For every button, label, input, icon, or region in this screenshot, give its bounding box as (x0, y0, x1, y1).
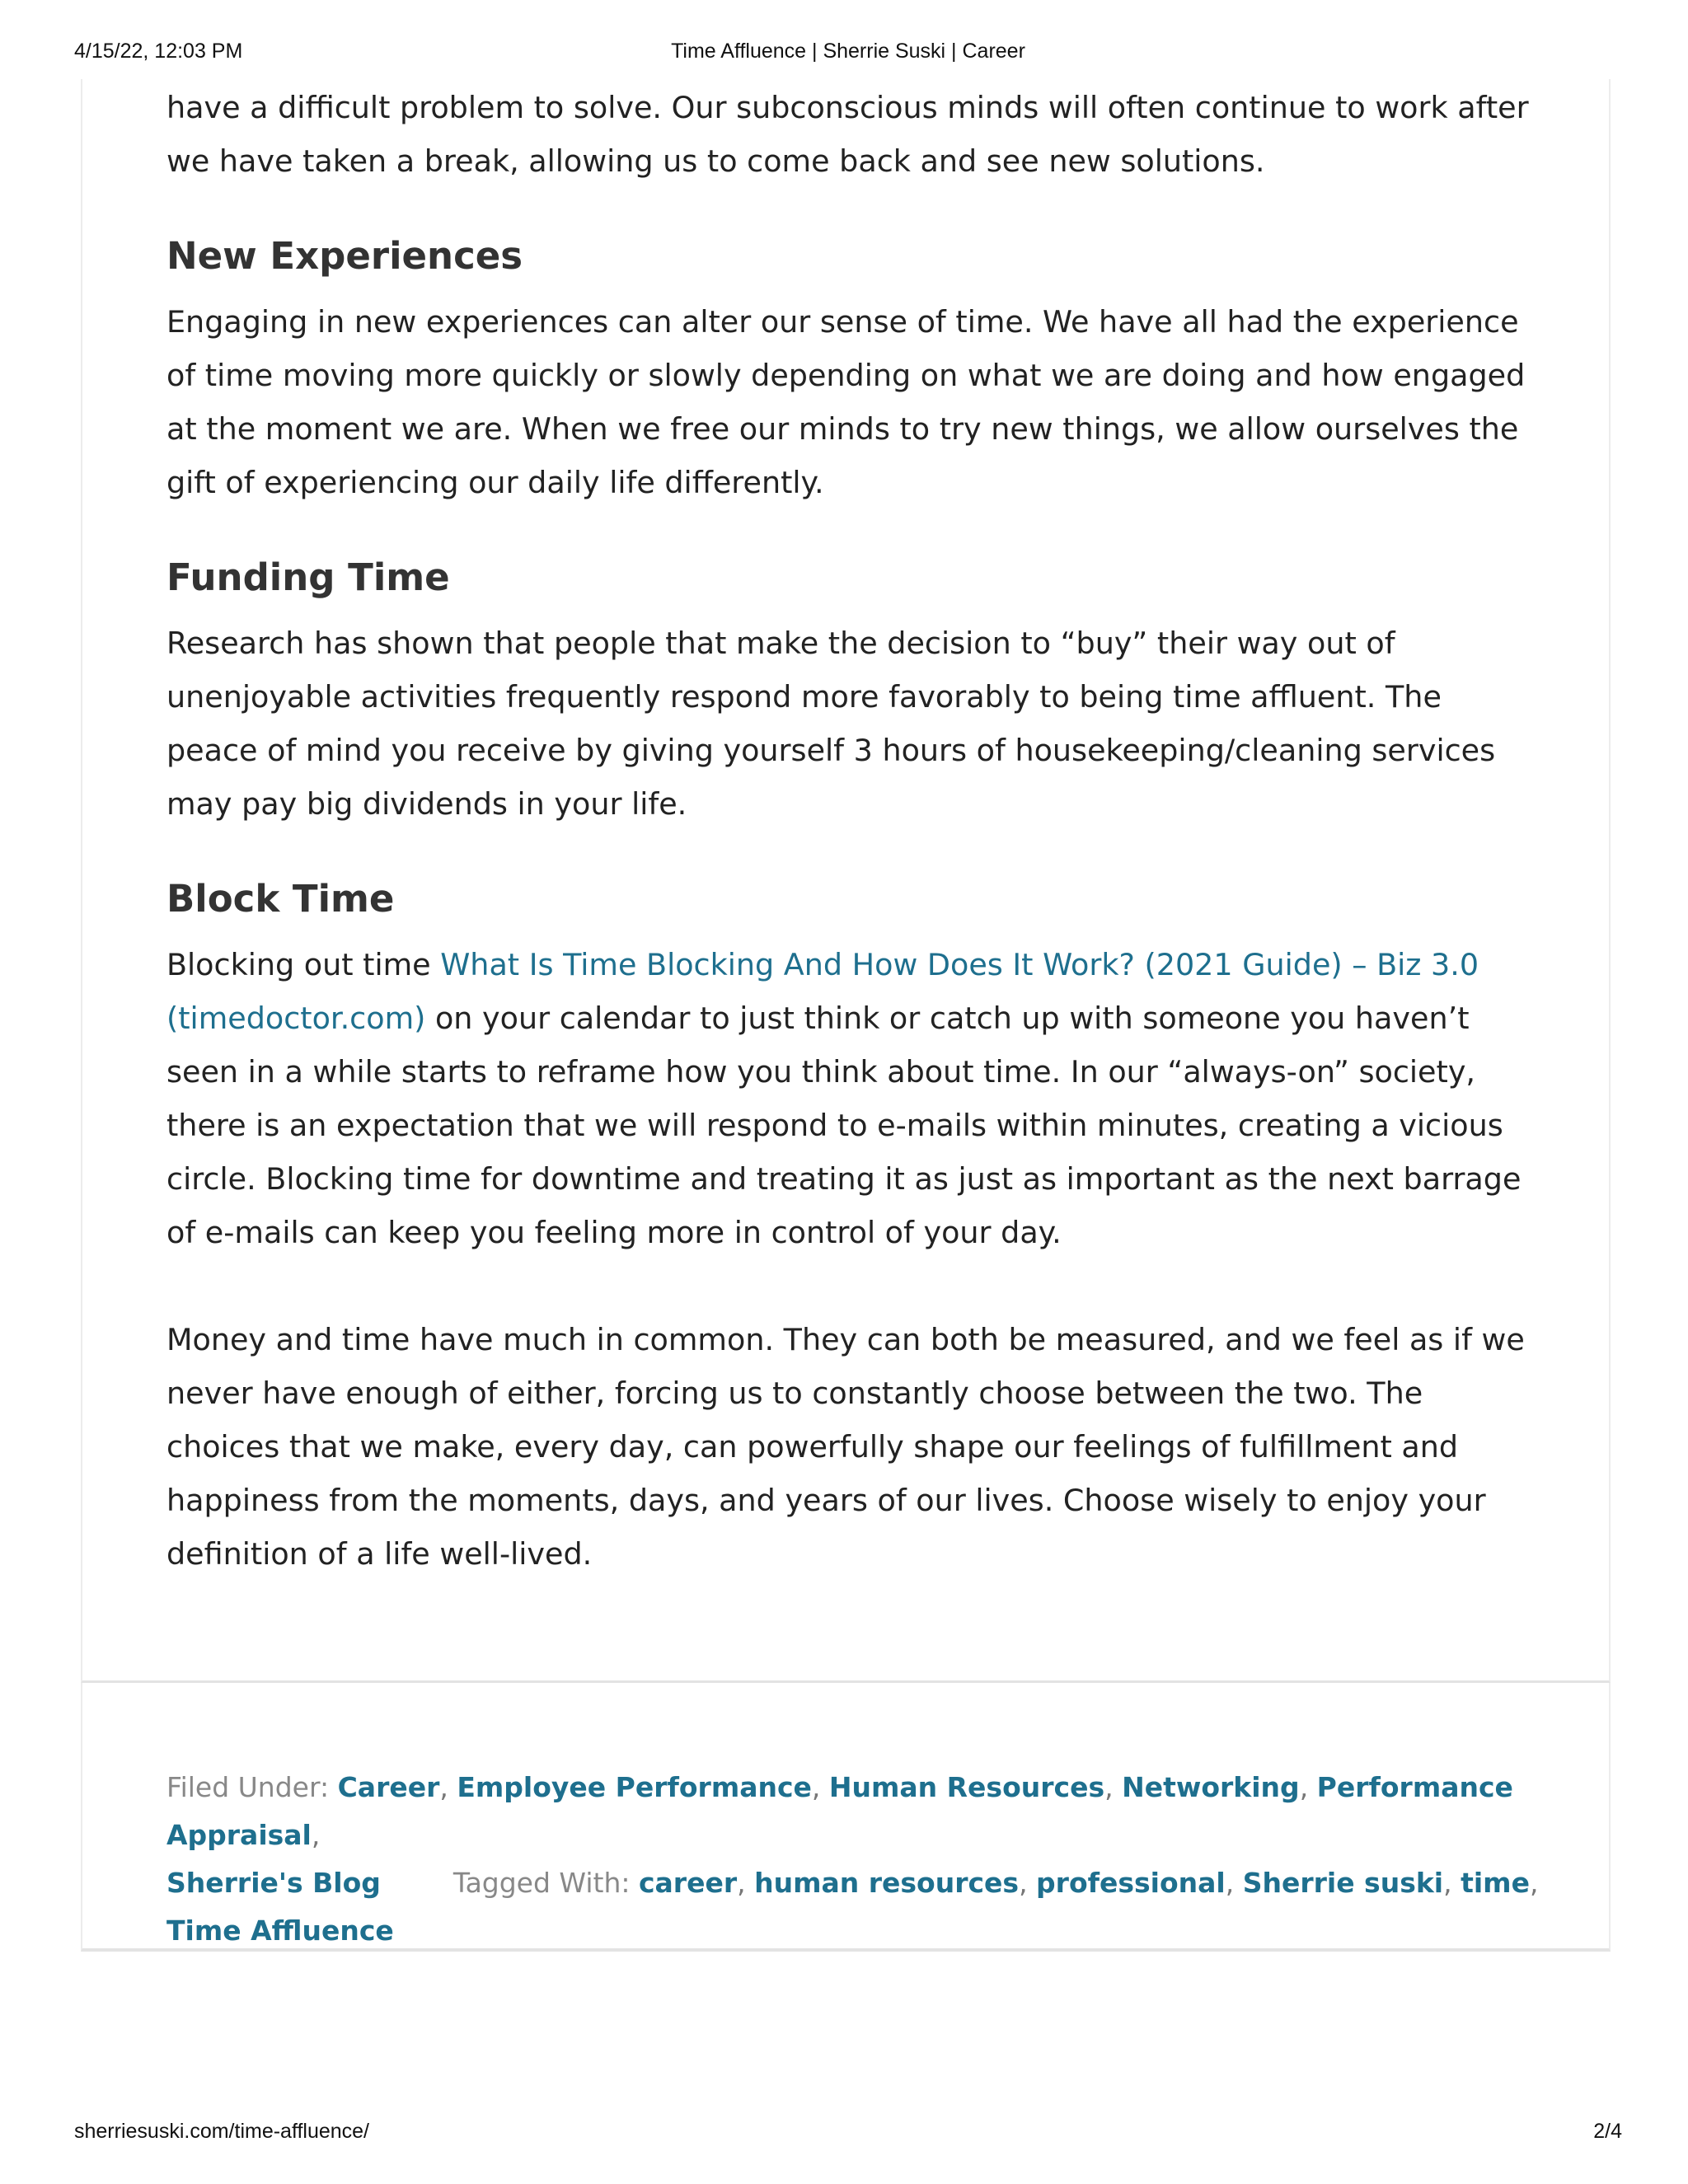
separator: , (811, 1771, 829, 1803)
entry-footer (81, 1683, 1611, 1952)
tag-link-sherrie-suski[interactable]: Sherrie suski (1242, 1867, 1444, 1899)
print-header (74, 40, 1622, 68)
time-blocking-guide-link[interactable]: What Is Time Blocking And How Does It Work? (2021 Guide) – Biz 3.0 (timedoctor.com) (166, 947, 1479, 1036)
print-datetime: 4/15/22, 12:03 PM (74, 40, 243, 63)
category-link-human-resources[interactable]: Human Resources (828, 1771, 1105, 1803)
closing-paragraph: Money and time have much in common. They can both be measured, and we feel as if we never have enough of either, forcing us to constantly choose between the two. The choices that we make, every day, can powerfully shape our feelings of fulfillment and happiness from the moments, days, and years of our lives. Choose wisely to enjoy your definition of a life well-lived. (166, 1322, 1525, 1572)
separator: , (1443, 1867, 1461, 1899)
separator: , (1529, 1867, 1539, 1899)
category-link-career[interactable]: Career (337, 1771, 440, 1803)
entry-meta (166, 1764, 1551, 1955)
print-page-title: Time Affluence | Sherrie Suski | Career (671, 40, 1025, 63)
separator: , (737, 1867, 755, 1899)
section-heading-funding-time: Funding Time (166, 555, 450, 599)
separator: , (439, 1771, 457, 1803)
section-body-block-time (166, 938, 1535, 1259)
article-content (166, 79, 1535, 1581)
filed-under-label: Filed Under: (166, 1771, 338, 1803)
block-time-text-before: Blocking out time (166, 947, 441, 982)
tag-link-professional[interactable]: professional (1036, 1867, 1226, 1899)
block-time-text-after: on your calendar to just think or catch up with someone you haven’t seen in a while starts to reframe how you think about time. In our “always-on” society, there is an expectation that we will respond to e-mails within minutes, creating a vicious circle. Blocking time for downtime and treating it as just as important as the next barrage of e-mails can keep you feeling more in control of your day. (166, 1001, 1522, 1250)
tag-link-time[interactable]: time (1461, 1867, 1530, 1899)
print-page-number: 2/4 (1593, 2120, 1622, 2143)
tagged-with-label: Tagged With: (452, 1867, 639, 1899)
separator: , (1299, 1771, 1317, 1803)
section-heading-new-experiences: New Experiences (166, 234, 523, 278)
article-container (81, 79, 1611, 1683)
category-link-performance-appraisal[interactable]: Performance Appraisal (166, 1771, 1513, 1851)
tag-link-career[interactable]: career (638, 1867, 738, 1899)
print-page-url: sherriesuski.com/time-affluence/ (74, 2120, 370, 2143)
separator: , (1019, 1867, 1037, 1899)
tag-link-human-resources[interactable]: human resources (754, 1867, 1020, 1899)
section-body-funding-time: Research has shown that people that make the decision to “buy” their way out of unenjoyable activities frequently respond more favorably to being time affluent. The peace of mind you receive by giving yourself 3 hours of housekeeping/cleaning services may pay big dividends in your life. (166, 626, 1496, 822)
separator: , (311, 1819, 321, 1851)
separator: , (1104, 1771, 1123, 1803)
intro-paragraph: have a difficult problem to solve. Our subconscious minds will often continue to work after we have taken a break, allowing us to come back and see new solutions. (166, 90, 1529, 179)
section-body-new-experiences: Engaging in new experiences can alter our sense of time. We have all had the experience of time moving more quickly or slowly depending on what we are doing and how engaged at the moment we are. When we free our minds to try new things, we allow ourselves the gift of experiencing our daily life differently. (166, 304, 1526, 500)
category-link-employee-performance[interactable]: Employee Performance (457, 1771, 812, 1803)
separator: , (1225, 1867, 1243, 1899)
category-link-sherries-blog[interactable]: Sherrie's Blog (166, 1867, 381, 1899)
tag-link-time-affluence[interactable]: Time Affluence (166, 1915, 394, 1947)
section-heading-block-time: Block Time (166, 877, 395, 921)
category-link-networking[interactable]: Networking (1122, 1771, 1300, 1803)
